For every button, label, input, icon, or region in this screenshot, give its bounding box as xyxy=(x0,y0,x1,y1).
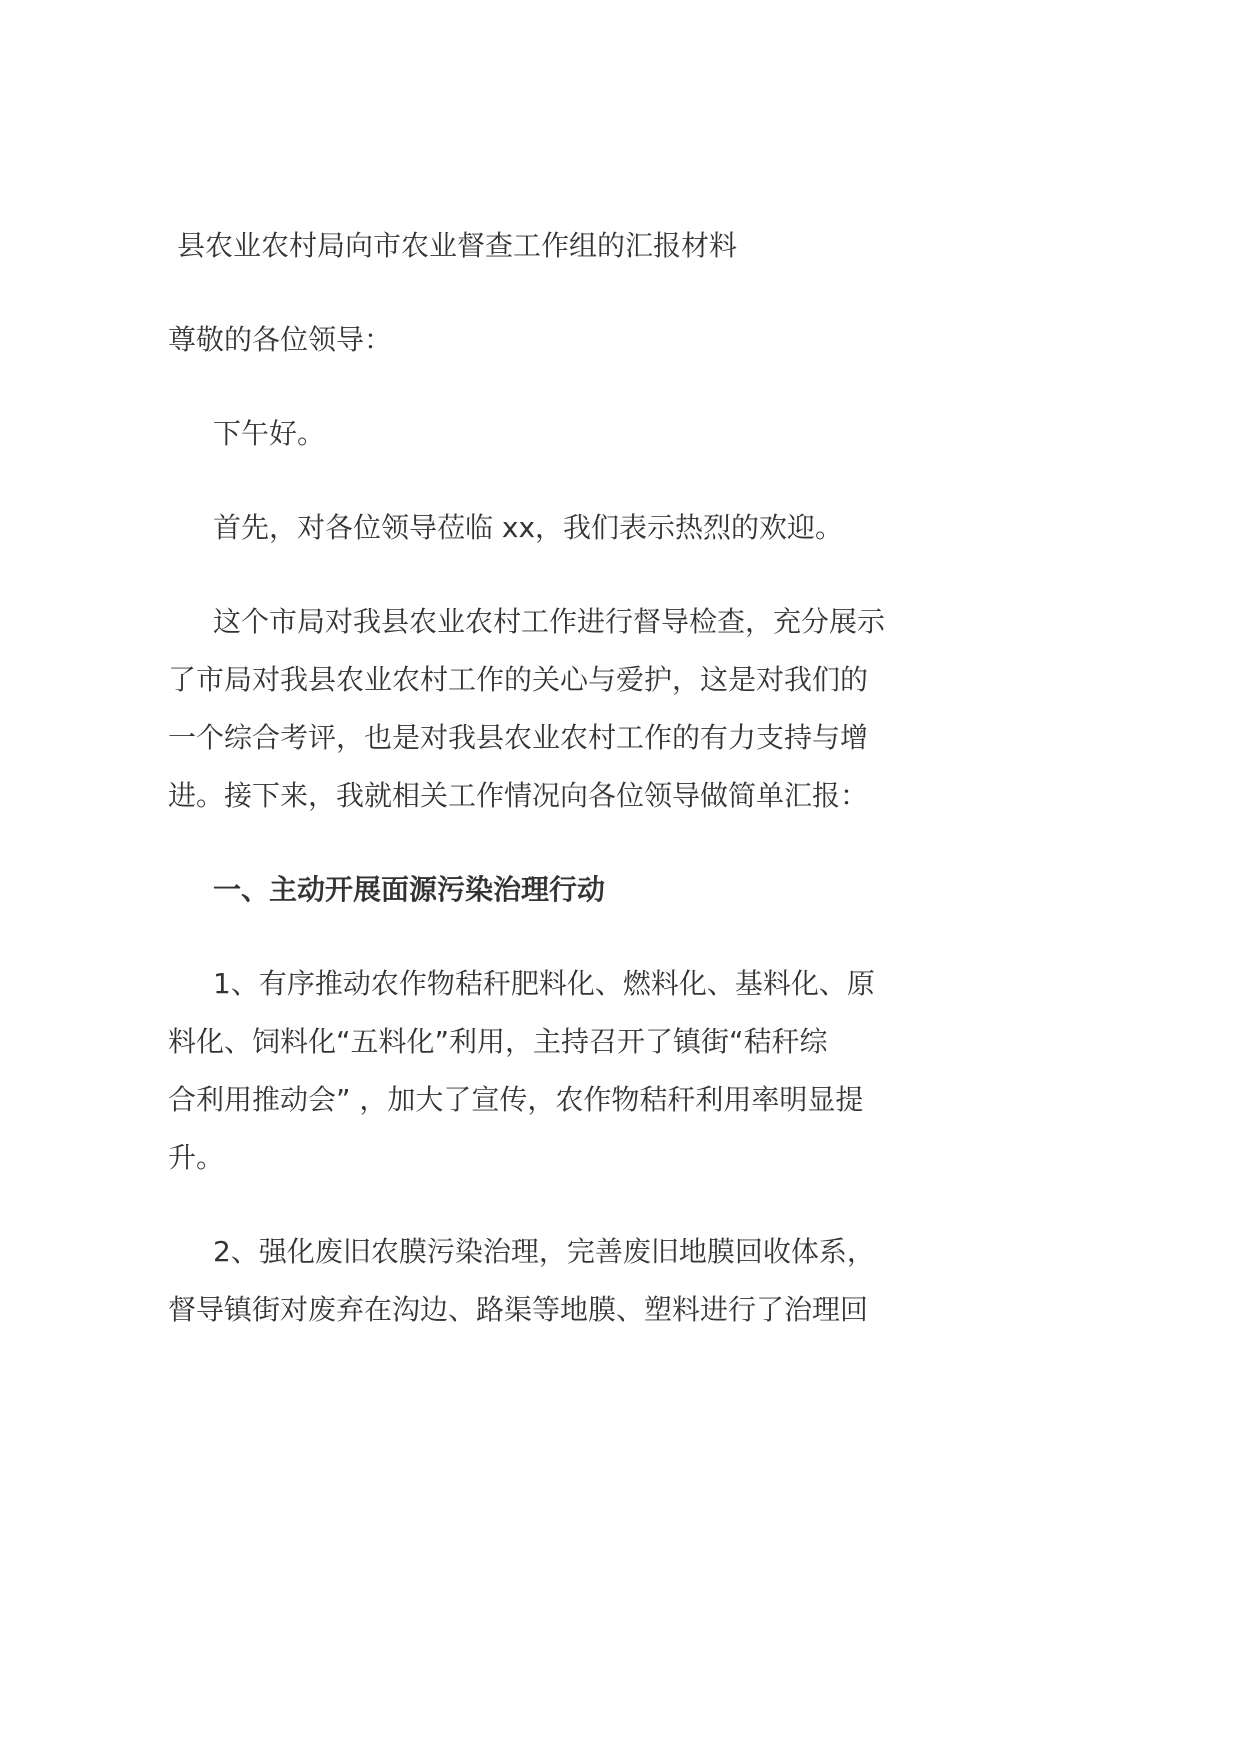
greeting xyxy=(168,412,958,470)
paragraph-line: 了市局对我县农业农村工作的关心与爱护，这是对我们的 xyxy=(168,663,869,696)
intro-paragraph xyxy=(168,600,958,832)
paragraph-line: 2、强化废旧农膜污染治理，完善废旧地膜回收体系， xyxy=(213,1235,875,1268)
title-text: 县农业农村局向市农业督查工作组的汇报材料 xyxy=(177,229,738,262)
salutation-text: 尊敬的各位领导： xyxy=(168,323,393,356)
salutation xyxy=(168,318,958,376)
welcome-paragraph xyxy=(168,506,958,564)
paragraph-line: 这个市局对我县农业农村工作进行督导检查，充分展示 xyxy=(213,605,886,638)
paragraph-line: 升。 xyxy=(168,1141,225,1174)
greeting-text: 下午好。 xyxy=(213,417,326,450)
document-title xyxy=(168,224,958,282)
paragraph-line: 料化、饲料化“五料化”利用，主持召开了镇街“秸秆综 xyxy=(168,1025,828,1058)
document-body xyxy=(168,224,958,1382)
section-heading xyxy=(168,868,958,926)
section-heading-text: 一、主动开展面源污染治理行动 xyxy=(213,873,606,906)
paragraph-line: 一个综合考评，也是对我县农业农村工作的有力支持与增 xyxy=(168,721,869,754)
paragraph-line: 督导镇街对废弃在沟边、路渠等地膜、塑料进行了治理回 xyxy=(168,1293,869,1326)
welcome-text: 首先，对各位领导莅临 xx，我们表示热烈的欢迎。 xyxy=(213,511,844,544)
paragraph-line: 合利用推动会” ，加大了宣传，农作物秸秆利用率明显提 xyxy=(168,1083,864,1116)
item-2-paragraph xyxy=(168,1230,958,1346)
paragraph-line: 1、有序推动农作物秸秆肥料化、燃料化、基料化、原 xyxy=(213,967,875,1000)
paragraph-line: 进。接下来，我就相关工作情况向各位领导做简单汇报： xyxy=(168,779,869,812)
item-1-paragraph xyxy=(168,962,958,1194)
